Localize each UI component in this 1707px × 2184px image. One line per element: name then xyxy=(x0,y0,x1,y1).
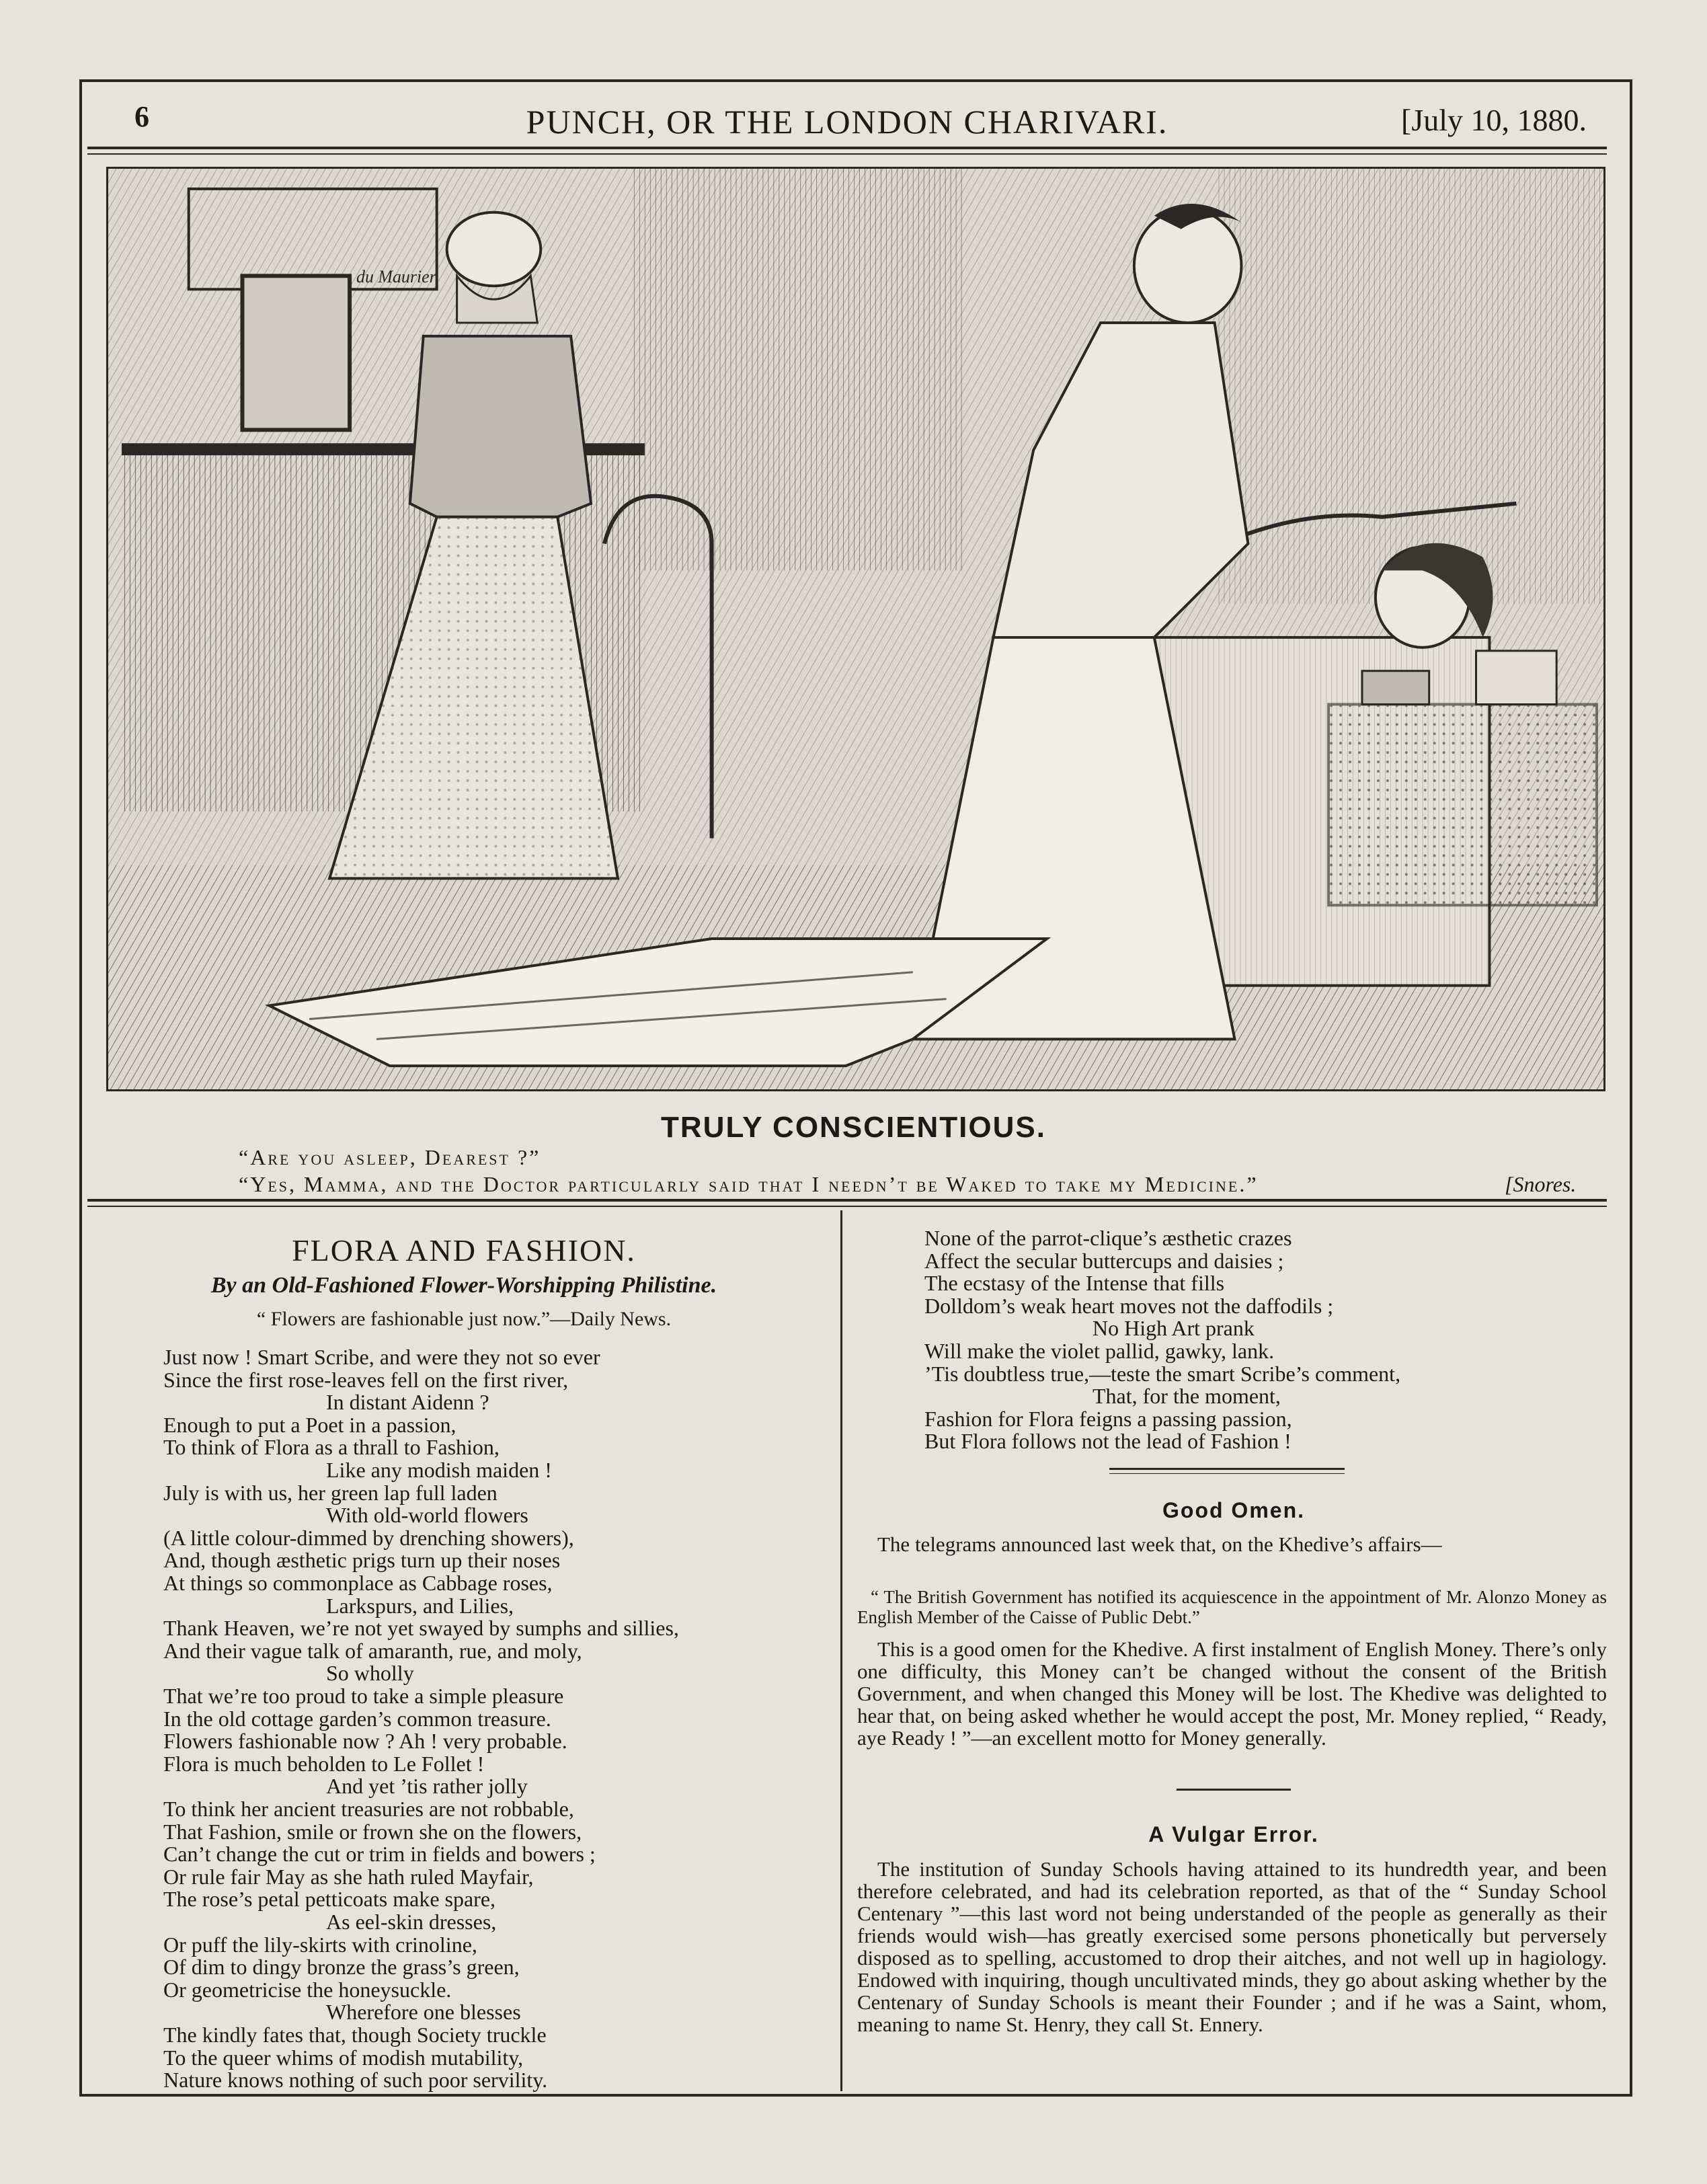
poem-line: Since the first rose-leaves fell on the first river, xyxy=(163,1367,569,1392)
poem-line: So wholly xyxy=(326,1661,414,1686)
poem-line: Affect the secular buttercups and daisies ; xyxy=(924,1248,1284,1273)
poem-line: As eel-skin dresses, xyxy=(326,1910,497,1934)
magazine-title: PUNCH, OR THE LONDON CHARIVARI. xyxy=(526,103,1168,141)
poem-line: Will make the violet pallid, gawky, lank. xyxy=(924,1339,1275,1363)
poem-line: Larkspurs, and Lilies, xyxy=(326,1593,514,1618)
poem-line: With old-world flowers xyxy=(326,1503,528,1528)
poem-line: Wherefore one blesses xyxy=(326,2000,521,2025)
poem-line: Fashion for Flora feigns a passing passion, xyxy=(924,1406,1292,1431)
artist-signature xyxy=(356,267,437,286)
vulgar-error-body: The institution of Sunday Schools having attained to its hundredth year, and been therefore celebrated, and had its celebration reported, as that of the “ Sunday School Centenary ”—this last word not being understanded of the people as generally as their friends would wish—has greatly exercised some persons phonetically but perversely disposed as to spelling, accustomed to drop their aitches, and not well up in hagiology. Endowed with inquiring, though uncultivated minds, they go about asking whether by the Centenary of Sunday Schools is meant their Founder ; and if he was a Saint, whom, meaning to name St. Henry, they call St. Ennery. xyxy=(857,1857,1607,2036)
poem-end-rule-thin xyxy=(1109,1473,1345,1474)
good-omen-body: This is a good omen for the Khedive. A first instalment of English Money. There’s only one difficulty, this Money can’t be changed without the consent of the British Government, and when changed this Money will be lost. The Khedive was delighted to hear that, on being asked whether he would accept the post, Mr. Money replied, “ Ready, aye Ready ! ”—an excellent motto for Money generally. xyxy=(857,1637,1607,1750)
poem-line: That we’re too proud to take a simple pleasure xyxy=(163,1684,564,1708)
poem-end-rule xyxy=(1109,1468,1345,1470)
poem-line: Like any modish maiden ! xyxy=(326,1458,552,1482)
poem-line: And, though æsthetic prigs turn up their noses xyxy=(163,1548,561,1573)
cartoon-title: TRULY CONSCIENTIOUS. xyxy=(661,1111,1046,1144)
poem-line: Of dim to dingy bronze the grass’s green, xyxy=(163,1955,520,1980)
good-omen-intro: The telegrams announced last week that, on the Khedive’s affairs— xyxy=(877,1532,1442,1556)
poem-line: And yet ’tis rather jolly xyxy=(326,1774,528,1799)
poem-line: That, for the moment, xyxy=(1093,1384,1281,1409)
issue-date: [July 10, 1880. xyxy=(1401,103,1587,137)
poem-line: July is with us, her green lap full laden xyxy=(163,1480,498,1505)
good-omen-end-rule xyxy=(1177,1789,1291,1791)
good-omen-title: Good Omen. xyxy=(1162,1498,1305,1522)
poem-line: At things so commonplace as Cabbage roses, xyxy=(163,1571,553,1595)
poem-line: To the queer whims of modish mutability, xyxy=(163,2045,524,2070)
poem-line: Or puff the lily-skirts with crinoline, xyxy=(163,1932,477,1957)
poem-line: Enough to put a Poet in a passion, xyxy=(163,1412,456,1437)
poem-line: Thank Heaven, we’re not yet swayed by sumphs and sillies, xyxy=(163,1616,679,1641)
poem-line: Flora is much beholden to Le Follet ! xyxy=(163,1751,485,1776)
poem-line: (A little colour-dimmed by drenching showers), xyxy=(163,1525,574,1550)
column-divider xyxy=(840,1210,842,2091)
page-number: 6 xyxy=(134,100,149,133)
poem-line: None of the parrot-clique’s æsthetic crazes xyxy=(924,1226,1292,1250)
poem-line: To think of Flora as a thrall to Fashion, xyxy=(163,1435,500,1460)
vulgar-error-title: A Vulgar Error. xyxy=(1148,1822,1319,1846)
poem-line: In distant Aidenn ? xyxy=(326,1390,489,1415)
poem-line: Or rule fair May as she hath ruled Mayfair, xyxy=(163,1864,534,1889)
poem-line: And their vague talk of amaranth, rue, and moly, xyxy=(163,1638,582,1663)
cartoon-illustration xyxy=(106,167,1605,1091)
poem-line: In the old cottage garden’s common treasure. xyxy=(163,1706,551,1731)
poem-line: Dolldom’s weak heart moves not the daffodils ; xyxy=(924,1293,1334,1318)
poem-subtitle: By an Old-Fashioned Flower-Worshipping Philistine. xyxy=(210,1273,717,1298)
poem-line: The kindly fates that, though Society truckle xyxy=(163,2023,547,2047)
page-header xyxy=(87,93,1607,140)
poem-line: That Fashion, smile or frown she on the flowers, xyxy=(163,1819,582,1844)
poem-epigraph: “ Flowers are fashionable just now.”—Daily News. xyxy=(256,1308,672,1330)
cartoon-caption-credit: [Snores. xyxy=(1505,1172,1577,1196)
poem-line: The rose’s petal petticoats make spare, xyxy=(163,1887,496,1912)
header-rule xyxy=(87,147,1607,149)
good-omen-quote: “ The British Government has notified its acquiescence in the appointment of Mr. Alonzo Money as English Member of the Caisse of Public Debt.” xyxy=(857,1587,1607,1627)
poem-line: Nature knows nothing of such poor servility. xyxy=(163,2068,548,2093)
poem-line: Flowers fashionable now ? Ah ! very probable. xyxy=(163,1729,567,1754)
cartoon-caption-line-1: “Are you asleep, Dearest ?” xyxy=(239,1145,541,1169)
section-rule-thin xyxy=(87,1206,1607,1207)
poem-line: Or geometricise the honeysuckle. xyxy=(163,1977,452,2002)
poem-line: The ecstasy of the Intense that fills xyxy=(924,1271,1225,1296)
poem-line: Just now ! Smart Scribe, and were they not so ever xyxy=(163,1345,600,1369)
poem-line: ’Tis doubtless true,—teste the smart Scribe’s comment, xyxy=(924,1361,1401,1386)
poem-title: FLORA AND FASHION. xyxy=(292,1233,636,1268)
poem-line: But Flora follows not the lead of Fashion ! xyxy=(924,1429,1292,1454)
cartoon-caption-line-2: “Yes, Mamma, and the Doctor particularly said that I needn’t be Waked to take my Medicine.” xyxy=(239,1172,1259,1196)
poem-line: Can’t change the cut or trim in fields and bowers ; xyxy=(163,1842,596,1867)
section-rule xyxy=(87,1199,1607,1202)
poem-line: To think her ancient treasuries are not robbable, xyxy=(163,1797,574,1821)
header-rule-thin xyxy=(87,153,1607,155)
svg-text:du Maurier: du Maurier xyxy=(356,267,436,287)
poem-line: No High Art prank xyxy=(1093,1316,1255,1341)
